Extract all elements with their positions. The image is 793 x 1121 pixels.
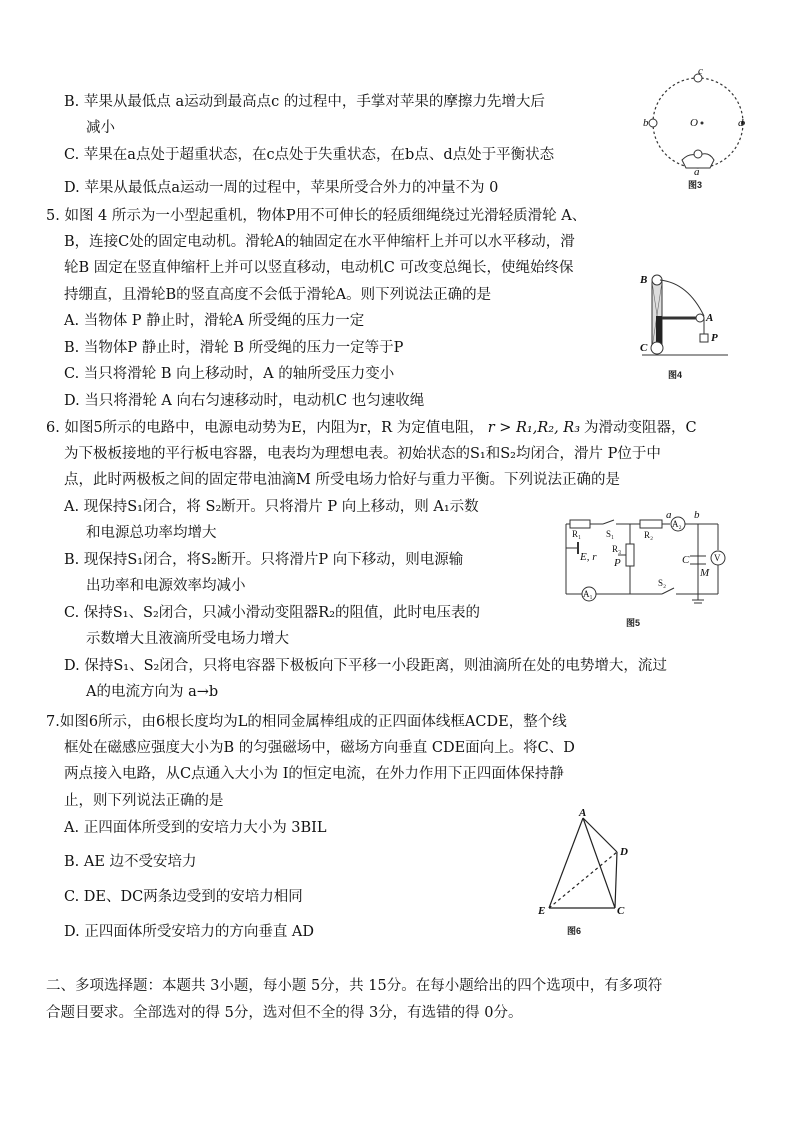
- fig3-label-b: b: [643, 117, 649, 129]
- fig3-label-d: d: [738, 117, 744, 129]
- q6-option-a-line2: 和电源总功率均增大: [86, 525, 217, 541]
- fig6-edge-ae: [549, 818, 583, 908]
- q6-stem-line1-math: r > R₁,R₂, R₃: [487, 420, 581, 436]
- fig5-resistor-r1: [570, 520, 590, 528]
- q6-option-b-line2: 出功率和电源效率均减小: [86, 578, 246, 594]
- q7-stem-line4: 止，则下列说法正确的是: [64, 793, 224, 809]
- fig4-pulley-a: [696, 314, 704, 322]
- fig4-caption: 图4: [668, 370, 683, 380]
- q5-stem-line4: 持绷直，且滑轮B的竖直高度不会低于滑轮A。则下列说法正确的是: [64, 287, 492, 303]
- q5-stem-line1: 5. 如图 4 所示为一小型起重机，物体P用不可伸长的轻质细绳绕过光滑轻质滑轮 A、: [46, 208, 587, 224]
- q7-stem-line1: 7.如图6所示，由6根长度均为L的相同金属棒组成的正四面体线框ACDE，整个线: [46, 714, 567, 730]
- fig4-motor-c: [651, 342, 663, 354]
- fig5-label-r1: R₁: [572, 529, 582, 539]
- fig3-apple-bottom: [694, 150, 702, 158]
- fig5-rheostat-r3: [626, 544, 634, 566]
- fig6-edge-ad: [583, 818, 617, 852]
- fig6-label-c: C: [617, 905, 625, 917]
- fig4-rope: [660, 280, 704, 316]
- fig4-label-c: C: [640, 342, 648, 354]
- fig4-rope-block: [656, 316, 662, 346]
- figure-3: [640, 68, 760, 193]
- q5-stem-line3: 轮B 固定在竖直伸缩杆上并可以竖直移动，电动机C 可改变总绳长，使绳始终保: [64, 260, 574, 276]
- fig5-label-r3: R₃: [612, 544, 622, 554]
- fig5-rheostat-r2: [640, 520, 662, 528]
- fig6-caption: 图6: [567, 926, 582, 936]
- fig3-label-c: c: [698, 68, 703, 77]
- fig5-label-a1: A₁: [583, 589, 593, 599]
- q6-option-d-line1: D. 保持S₁、S₂闭合，只将电容器下极板向下平移一小段距离，则油滴所在处的电势增大，流过: [64, 658, 667, 674]
- q7-stem-line3: 两点接入电路，从C点通入大小为 I的恒定电流，在外力作用下正四面体保持静: [64, 766, 564, 782]
- fig5-label-s1: S₁: [606, 529, 615, 539]
- q6-stem-line2: 为下极板接地的平行板电容器，电表均为理想电表。初始状态的S₁和S₂均闭合，滑片 P位于中: [64, 446, 661, 462]
- fig5-label-v: V: [714, 553, 721, 563]
- fig6-edge-dc: [615, 852, 617, 908]
- q7-stem-line2: 框处在磁感应强度大小为B 的匀强磁场中，磁场方向垂直 CDE面向上。将C、D: [64, 740, 575, 756]
- fig5-caption: 图5: [626, 618, 641, 628]
- q6-stem-line3: 点，此时两极板之间的固定带电油滴M 所受电场力恰好与重力平衡。下列说法正确的是: [64, 472, 620, 488]
- fig5-label-s2: S₂: [658, 578, 667, 588]
- fig5-switch-s2: [662, 588, 674, 594]
- figure-6: [535, 808, 635, 938]
- fig3-label-a: a: [694, 166, 700, 178]
- fig5-label-er: E, r: [580, 551, 597, 563]
- q6-option-a-line1: A. 现保持S₁闭合，将 S₂断开。只将滑片 P 向上移动，则 A₁示数: [64, 499, 479, 515]
- q7-option-a: A. 正四面体所受到的安培力大小为 3BIL: [64, 820, 327, 836]
- q6-stem-line1-a: 6. 如图5所示的电路中，电源电动势为E，内阻为r，R 为定值电阻，: [46, 420, 484, 436]
- q4-option-d: D. 苹果从最低点a运动一周的过程中，苹果所受合外力的冲量不为 0: [64, 180, 499, 196]
- q4-option-b-line1: B. 苹果从最低点 a运动到最高点c 的过程中，手掌对苹果的摩擦力先增大后: [64, 94, 545, 110]
- q5-option-a: A. 当物体 P 静止时，滑轮A 所受绳的压力一定: [64, 313, 365, 329]
- fig5-label-r2: R₂: [644, 530, 654, 540]
- fig5-label-m: M: [700, 567, 710, 579]
- section2-line2: 合题目要求。全部选对的得 5分，选对但不全的得 3分，有选错的得 0分。: [46, 1005, 523, 1021]
- figure-5: [558, 508, 728, 633]
- fig3-center-dot: [701, 122, 704, 125]
- fig6-label-e: E: [538, 905, 546, 917]
- fig5-label-b: b: [694, 509, 700, 521]
- q6-option-c-line1: C. 保持S₁、S₂闭合，只减小滑动变阻器R₂的阻值，此时电压表的: [64, 605, 481, 621]
- q4-option-b-line2: 减小: [86, 120, 115, 136]
- section2-line1: 二、多项选择题：本题共 3小题，每小题 5分，共 15分。在每小题给出的四个选项中，有多项符: [46, 978, 663, 994]
- q5-option-d: D. 当只将滑轮 A 向右匀速移动时，电动机C 也匀速收绳: [64, 393, 425, 409]
- fig5-label-p: P: [614, 557, 621, 569]
- fig6-label-a: A: [579, 808, 587, 819]
- q6-stem-line1: [46, 418, 697, 438]
- figure-4: [638, 268, 733, 384]
- fig5-label-a2: A₂: [672, 519, 682, 529]
- q6-option-b-line1: B. 现保持S₁闭合，将S₂断开。只将滑片P 向下移动，则电源输: [64, 552, 464, 568]
- fig5-label-c: C: [682, 554, 690, 566]
- q5-option-c: C. 当只将滑轮 B 向上移动时，A 的轴所受压力变小: [64, 366, 395, 382]
- fig3-apple-left: [649, 119, 657, 127]
- q6-option-c-line2: 示数增大且液滴所受电场力增大: [86, 631, 289, 647]
- fig4-label-a: A: [706, 312, 714, 324]
- q6-stem-line1-b: 为滑动变阻器，C: [584, 420, 697, 436]
- q7-option-d: D. 正四面体所受安培力的方向垂直 AD: [64, 924, 315, 940]
- fig3-label-o: O: [690, 117, 698, 129]
- q7-option-c: C. DE、DC两条边受到的安培力相同: [64, 889, 303, 905]
- q5-stem-line2: B，连接C处的固定电动机。滑轮A的轴固定在水平伸缩杆上并可以水平移动，滑: [64, 234, 575, 250]
- fig5-switch-s1: [603, 520, 614, 524]
- q5-option-b: B. 当物体P 静止时，滑轮 B 所受绳的压力一定等于P: [64, 340, 404, 356]
- fig4-label-p: P: [711, 332, 718, 344]
- fig3-caption: 图3: [688, 180, 703, 190]
- fig4-weight-p: [700, 334, 708, 342]
- fig5-label-a: a: [666, 509, 672, 521]
- fig4-label-b: B: [640, 274, 648, 286]
- q7-option-b: B. AE 边不受安培力: [64, 854, 197, 870]
- q4-option-c: C. 苹果在a点处于超重状态，在c点处于失重状态，在b点、d点处于平衡状态: [64, 147, 555, 163]
- fig6-edge-ac: [583, 818, 615, 908]
- fig6-label-d: D: [620, 846, 628, 858]
- q6-option-d-line2: A的电流方向为 a→b: [86, 684, 219, 700]
